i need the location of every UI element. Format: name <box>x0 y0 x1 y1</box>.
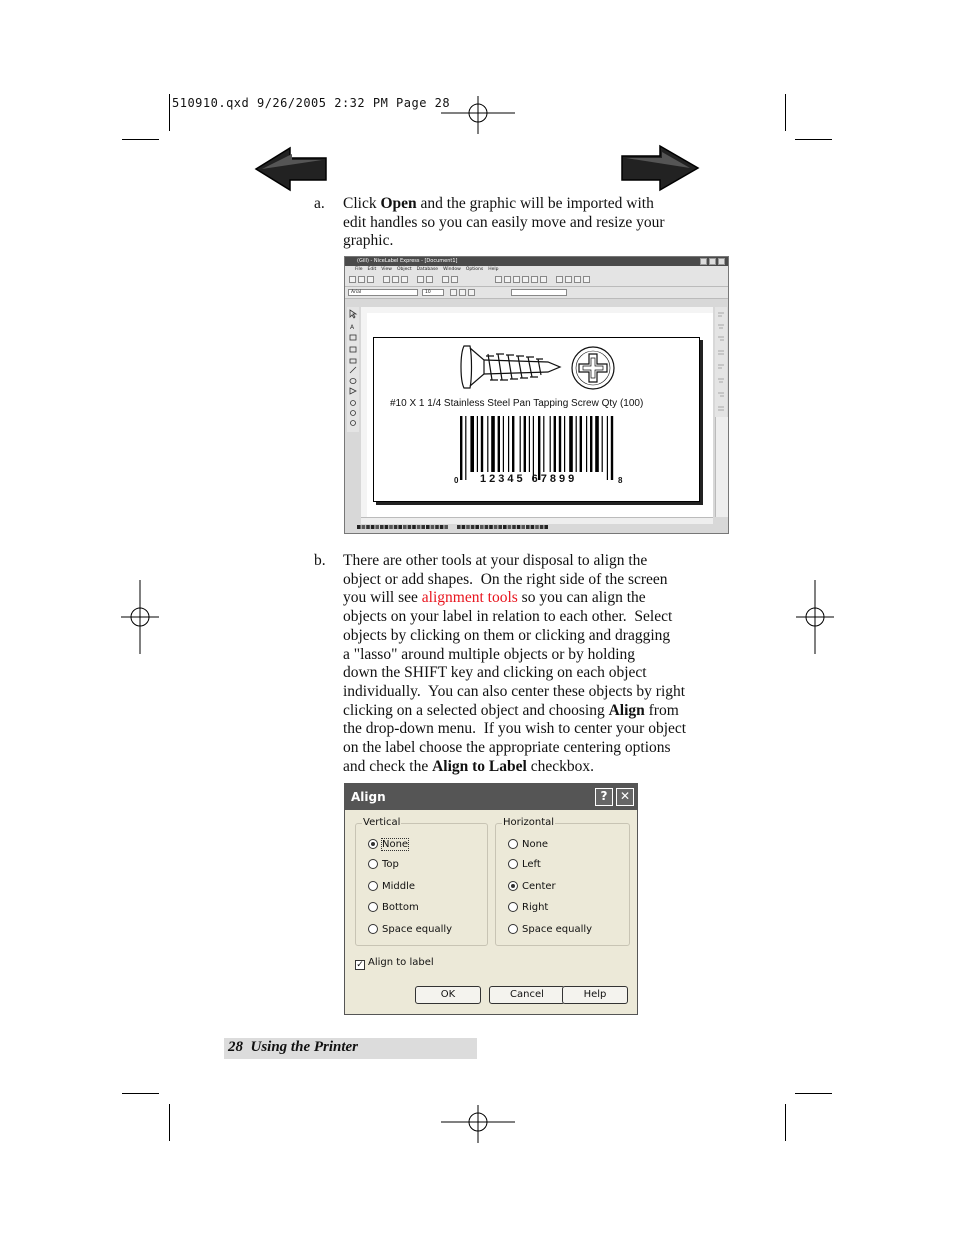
palette-swatch[interactable] <box>417 525 421 529</box>
text-run: Click <box>343 195 381 212</box>
palette-swatch[interactable] <box>466 525 470 529</box>
radio-bottom[interactable] <box>368 902 419 913</box>
barcode-bar <box>465 416 466 480</box>
menu-item-edit[interactable]: Edit <box>367 267 377 272</box>
vertical-scrollbar[interactable] <box>715 417 728 517</box>
palette-swatch[interactable] <box>544 525 548 529</box>
palette-swatch[interactable] <box>480 525 484 529</box>
radio-button-icon[interactable] <box>368 859 378 869</box>
barcode-bar <box>543 416 544 472</box>
palette-swatch[interactable] <box>485 525 489 529</box>
radio-none[interactable] <box>368 839 408 850</box>
radio-button-icon[interactable] <box>368 881 378 891</box>
label-caption: #10 X 1 1/4 Stainless Steel Pan Tapping Screw Qty (100) <box>390 398 644 409</box>
palette-swatch[interactable] <box>444 525 448 529</box>
radio-button-icon[interactable] <box>508 924 518 934</box>
radio-button-icon[interactable] <box>508 902 518 912</box>
undo-icon[interactable] <box>417 276 424 283</box>
radio-button-icon[interactable] <box>508 839 518 849</box>
text-run: object or add shapes. On the right side of the screen <box>343 570 668 588</box>
palette-swatch[interactable] <box>475 525 479 529</box>
palette-swatch[interactable] <box>503 525 507 529</box>
underline-icon[interactable] <box>468 289 475 296</box>
radio-label: Space equally <box>522 924 593 935</box>
barcode-bar <box>564 416 565 472</box>
text-line <box>343 646 743 665</box>
app-title-bar: (Gill) - NiceLabel Express - [Document1] <box>345 257 728 266</box>
horizontal-group-title: Horizontal <box>503 817 555 828</box>
barcode-bar <box>524 416 526 472</box>
text-line <box>343 552 743 571</box>
bold-term: Open <box>380 195 417 212</box>
radio-button-icon[interactable] <box>508 859 518 869</box>
variable-select[interactable] <box>511 289 567 296</box>
next-page-arrow-icon[interactable] <box>620 144 700 192</box>
cut-icon[interactable] <box>383 276 390 283</box>
palette-swatch[interactable] <box>412 525 416 529</box>
bold-term: Align <box>608 701 645 719</box>
palette-swatch[interactable] <box>498 525 502 529</box>
slug-line: 510910.qxd 9/26/2005 2:32 PM Page 28 <box>172 96 451 110</box>
barcode-bar <box>508 416 509 472</box>
toolbox <box>347 307 359 432</box>
radio-label: None <box>522 839 549 850</box>
palette-swatch[interactable] <box>389 525 393 529</box>
vertical-group <box>355 817 488 946</box>
send-back-icon[interactable] <box>565 276 572 283</box>
text-line <box>343 739 743 758</box>
radio-button-icon[interactable] <box>508 881 518 891</box>
barcode-bar <box>550 416 551 472</box>
barcode-bar <box>595 416 599 472</box>
text-line <box>343 720 743 739</box>
alignment-toolbar <box>715 307 727 417</box>
ok-button[interactable]: OK <box>415 986 481 1004</box>
dialog-title: Align <box>345 784 637 810</box>
close-icon[interactable]: ✕ <box>616 788 634 806</box>
close-icon[interactable] <box>718 258 725 265</box>
crop-mark <box>785 94 786 131</box>
barcode-bar <box>576 416 577 472</box>
radio-left[interactable] <box>508 859 541 870</box>
vertical-group-title: Vertical <box>363 817 401 828</box>
registration-mark-icon <box>796 580 834 654</box>
barcode-bar <box>529 416 530 472</box>
text-line <box>343 195 733 214</box>
barcode-digits: 12345 67899 <box>480 473 578 485</box>
palette-swatch[interactable] <box>366 525 370 529</box>
text-run: and the graphic will be imported with <box>416 195 654 212</box>
palette-swatch[interactable] <box>435 525 439 529</box>
text-line <box>343 702 743 721</box>
barcode-bar <box>477 416 478 472</box>
barcode-bar <box>538 416 540 480</box>
radio-middle[interactable] <box>368 881 415 892</box>
barcode-bar <box>470 416 474 472</box>
barcode <box>460 416 616 480</box>
text-run: checkbox. <box>526 757 594 775</box>
barcode-bar <box>559 416 561 472</box>
radio-right[interactable] <box>508 902 548 913</box>
palette-swatch[interactable] <box>380 525 384 529</box>
italic-icon[interactable] <box>459 289 466 296</box>
align-top-icon[interactable] <box>522 276 529 283</box>
align-right-icon[interactable] <box>513 276 520 283</box>
crop-mark <box>122 1093 159 1094</box>
radio-label: Space equally <box>382 924 453 935</box>
radio-center[interactable] <box>508 881 556 892</box>
text-run: edit handles so you can easily move and resize your <box>343 213 665 231</box>
ungroup-icon[interactable] <box>583 276 590 283</box>
help-icon[interactable]: ? <box>595 788 613 806</box>
text-line <box>343 232 733 251</box>
align-to-label-text: Align to label <box>368 957 434 968</box>
align-left-icon[interactable] <box>495 276 502 283</box>
step-marker: b. <box>314 552 326 569</box>
barcode-bar <box>611 416 613 480</box>
palette-swatch[interactable] <box>371 525 375 529</box>
crop-mark <box>795 139 832 140</box>
palette-swatch[interactable] <box>494 525 498 529</box>
nicelabel-screenshot <box>344 256 729 534</box>
barcode-bar <box>602 416 603 472</box>
registration-mark-icon <box>441 96 515 134</box>
step-marker: a. <box>314 195 325 212</box>
label-preview <box>373 337 700 502</box>
barcode-bar <box>503 416 504 472</box>
radio-button-icon[interactable] <box>368 839 378 849</box>
radio-label: Middle <box>382 881 416 892</box>
palette-swatch[interactable] <box>508 525 512 529</box>
text-run: and check the <box>343 757 433 775</box>
text-line <box>343 608 743 627</box>
text-line <box>343 627 743 646</box>
palette-swatch[interactable] <box>408 525 412 529</box>
radio-button-icon[interactable] <box>368 924 378 934</box>
text-run: a "lasso" around multiple objects or by holding <box>343 645 636 663</box>
radio-label: Bottom <box>382 902 419 913</box>
color-palette <box>347 523 727 533</box>
menu-item-database[interactable]: Database <box>416 267 439 272</box>
barcode-bar <box>491 416 495 472</box>
text-run: graphic. <box>343 232 394 250</box>
page-footer <box>228 1039 358 1056</box>
radio-label: Right <box>522 902 549 913</box>
barcode-bar <box>481 416 483 472</box>
radio-button-icon[interactable] <box>368 902 378 912</box>
text-line <box>343 683 743 702</box>
step-a-text <box>343 195 733 251</box>
palette-swatch[interactable] <box>526 525 530 529</box>
palette-swatch[interactable] <box>421 525 425 529</box>
print-icon[interactable] <box>442 276 449 283</box>
help-button[interactable]: Help <box>562 986 628 1004</box>
palette-swatch[interactable] <box>462 525 466 529</box>
text-line <box>343 758 743 777</box>
text-run: objects by clicking on them or clicking and dragging <box>343 626 671 644</box>
screw-side-view-icon <box>458 344 562 390</box>
radio-top[interactable] <box>368 859 399 870</box>
text-run: There are other tools at your disposal to align the <box>343 552 648 569</box>
cancel-button[interactable]: Cancel <box>489 986 565 1004</box>
text-line <box>343 214 733 233</box>
radio-none[interactable] <box>508 839 548 850</box>
radio-label: Center <box>522 881 556 892</box>
palette-swatch[interactable] <box>531 525 535 529</box>
radio-space-equally[interactable] <box>368 924 452 935</box>
align-middle-icon[interactable] <box>531 276 538 283</box>
text-line <box>343 589 743 608</box>
checkbox-icon[interactable]: ✓ <box>356 960 364 970</box>
registration-mark-icon <box>121 580 159 654</box>
palette-swatch[interactable] <box>375 525 379 529</box>
palette-swatch[interactable] <box>394 525 398 529</box>
align-to-label-checkbox[interactable] <box>355 957 434 970</box>
text-run: individually. You can also center these objects by right <box>343 682 686 700</box>
barcode-bar <box>512 416 514 472</box>
registration-mark-icon <box>441 1105 515 1143</box>
alignment-tools-link[interactable]: alignment tools <box>421 589 518 607</box>
barcode-bar <box>460 416 462 480</box>
menu-item-view[interactable]: View <box>381 267 392 272</box>
palette-swatch[interactable] <box>440 525 444 529</box>
barcode-bar <box>569 416 573 472</box>
radio-space-equally[interactable] <box>508 924 592 935</box>
save-icon[interactable] <box>367 276 374 283</box>
palette-swatch[interactable] <box>426 525 430 529</box>
text-run: on the label choose the appropriate centering options <box>343 739 671 757</box>
window-controls <box>700 258 726 265</box>
text-run: the drop-down menu. If you wish to center your object <box>343 720 687 738</box>
text-line <box>343 664 743 683</box>
page-number: 28 <box>228 1039 243 1055</box>
font-name-select[interactable]: Arial <box>348 289 418 296</box>
align-bottom-icon[interactable] <box>540 276 547 283</box>
barcode-left-digit: 0 <box>454 476 459 485</box>
horizontal-group <box>495 817 630 946</box>
palette-swatch[interactable] <box>431 525 435 529</box>
text-run: from <box>644 701 679 719</box>
menu-item-file[interactable]: File <box>355 267 363 272</box>
zoom-icon[interactable] <box>451 276 458 283</box>
barcode-bar <box>607 416 608 480</box>
palette-swatch[interactable] <box>398 525 402 529</box>
font-size-select[interactable]: 10 <box>422 289 444 296</box>
palette-swatch[interactable] <box>521 525 525 529</box>
radio-label: None <box>382 839 409 850</box>
text-run: clicking on a selected object and choosing <box>343 701 609 719</box>
barcode-right-digit: 8 <box>618 476 623 485</box>
palette-swatch[interactable] <box>357 525 361 529</box>
open-icon[interactable] <box>358 276 365 283</box>
minimize-icon[interactable] <box>700 258 707 265</box>
radio-label: Left <box>522 859 541 870</box>
palette-swatch[interactable] <box>385 525 389 529</box>
barcode-bar <box>554 416 556 472</box>
menu-item-object[interactable]: Object <box>396 267 412 272</box>
crop-mark <box>169 1104 170 1141</box>
new-icon[interactable] <box>349 276 356 283</box>
maximize-icon[interactable] <box>709 258 716 265</box>
menu-item-window[interactable]: Window <box>443 267 461 272</box>
align-dialog <box>344 783 638 1015</box>
bold-term: Align to Label <box>432 757 527 775</box>
app-toolbar-standard <box>345 274 728 287</box>
radio-label: Top <box>382 859 399 870</box>
barcode-bar <box>590 416 592 472</box>
app-toolbar-format <box>345 287 728 299</box>
menu-item-help[interactable]: Help <box>488 267 499 272</box>
crop-mark <box>785 1104 786 1141</box>
text-run: so you can align the <box>517 589 646 607</box>
text-line <box>343 571 743 590</box>
barcode-bar <box>498 416 500 472</box>
menu-item-options[interactable]: Options <box>465 267 484 272</box>
screw-head-view-icon <box>570 345 616 391</box>
crop-mark <box>795 1093 832 1094</box>
copy-icon[interactable] <box>392 276 399 283</box>
section-name: Using the Printer <box>250 1039 359 1055</box>
palette-swatch[interactable] <box>457 525 461 529</box>
palette-swatch[interactable] <box>403 525 407 529</box>
barcode-bar <box>580 416 582 472</box>
palette-swatch[interactable] <box>471 525 475 529</box>
paste-icon[interactable] <box>401 276 408 283</box>
crop-mark <box>169 94 170 131</box>
previous-page-arrow-icon[interactable] <box>254 146 328 192</box>
text-run: down the SHIFT key and clicking on each object <box>343 664 647 682</box>
bring-front-icon[interactable] <box>556 276 563 283</box>
crop-mark <box>122 139 159 140</box>
text-run: you will see <box>343 589 422 607</box>
barcode-bar <box>533 416 534 480</box>
palette-swatch[interactable] <box>489 525 493 529</box>
redo-icon[interactable] <box>426 276 433 283</box>
bold-icon[interactable] <box>450 289 457 296</box>
svg-text:A: A <box>350 324 355 331</box>
barcode-bar <box>586 416 587 472</box>
palette-swatch[interactable] <box>535 525 539 529</box>
palette-swatch[interactable] <box>540 525 544 529</box>
text-run: objects on your label in relation to each other. Select <box>343 608 673 626</box>
palette-swatch[interactable] <box>512 525 516 529</box>
barcode-bar <box>520 416 521 472</box>
align-center-icon[interactable] <box>504 276 511 283</box>
palette-swatch[interactable] <box>517 525 521 529</box>
step-b-text <box>343 552 743 776</box>
barcode-bar <box>487 416 488 472</box>
palette-swatch[interactable] <box>362 525 366 529</box>
app-menu-bar <box>345 266 728 274</box>
group-icon[interactable] <box>574 276 581 283</box>
